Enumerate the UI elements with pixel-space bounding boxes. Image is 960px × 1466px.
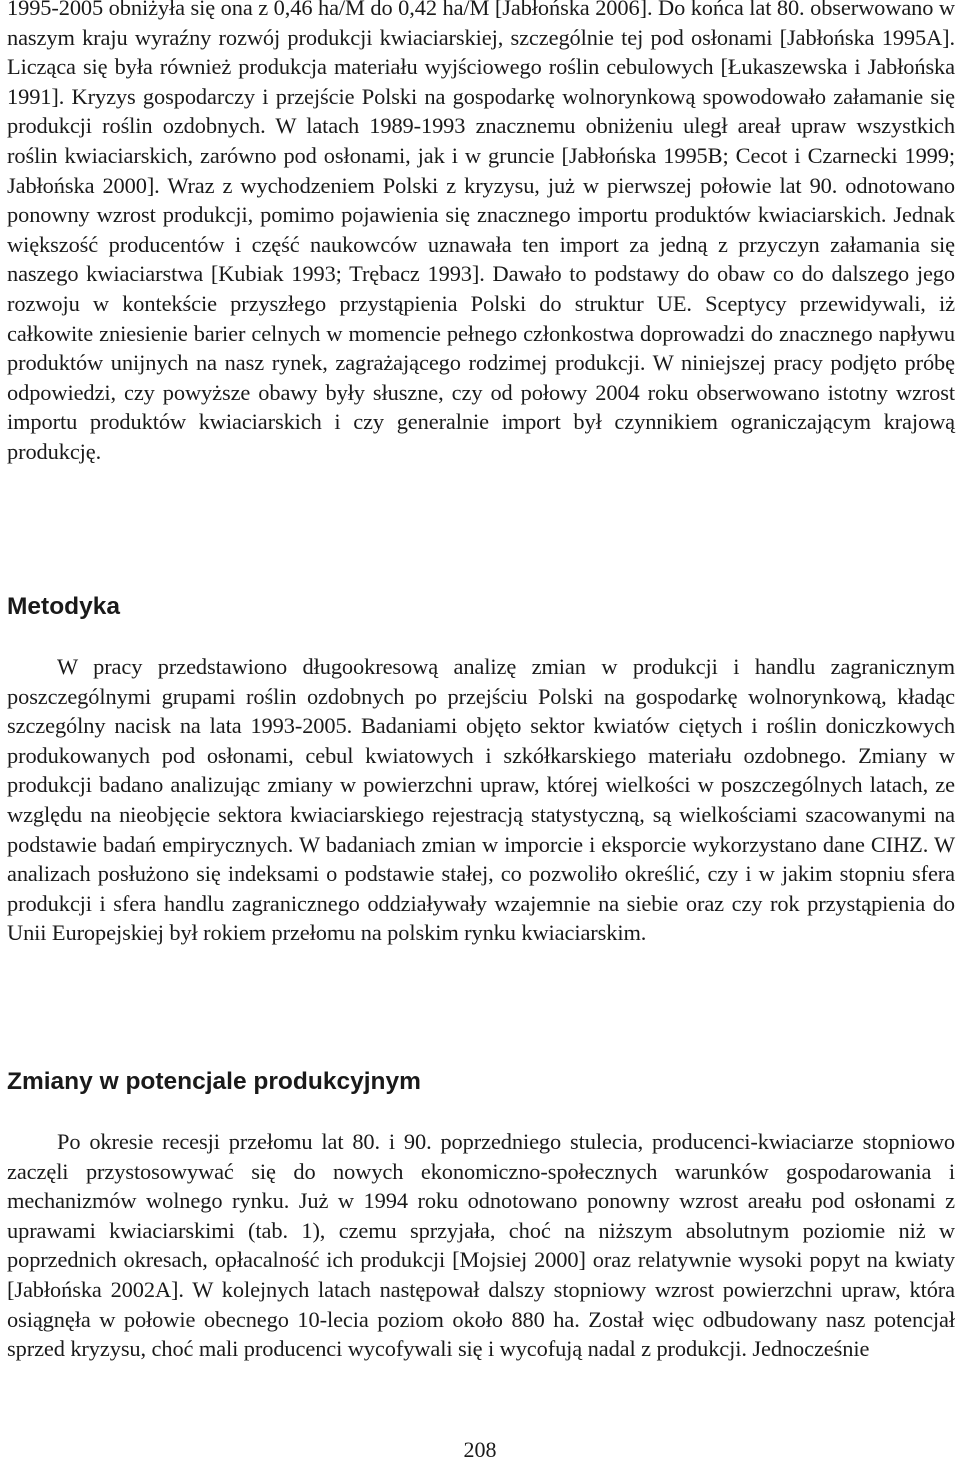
- page-number: 208: [463, 1437, 497, 1462]
- paragraph-methodology: W pracy przedstawiono długookresową analizę zmian w produkcji i handlu zagranicznym poszczególnymi grupami roślin ozdobnych po przejściu Polski na gospodarkę wolnorynkową, kładąc szczególny nacisk na lata 1993-2005. Badaniami objęto sektor kwiatów ciętych i roślin doniczkowych produkowanych pod osłonami, cebul kwiatowych i szkółkarskiego materiału ozdobnego. Zmiany w produkcji badano analizując zmiany w powierzchni upraw, której wielkości w poszczególnych latach, ze względu na nieobjęcie sektora kwiaciarskiego rejestracją statystyczną, są wielkościami szacowanymi na podstawie badań empirycznych. W badaniach zmian w imporcie i eksporcie wykorzystano dane CIHZ. W analizach posłużono się indeksami o podstawie stałej, co pozwoliło określić, czy i w jakim stopniu sfera produkcji i sfera handlu zagranicznego oddziaływały wzajemnie na siebie oraz czy rok przystąpienia do Unii Europejskiej był rokiem przełomu na polskim rynku kwiaciarskim.: [7, 654, 955, 946]
- section-heading-methodology: Metodyka: [7, 593, 121, 620]
- paragraph-intro: 1995-2005 obniżyła się ona z 0,46 ha/M do 0,42 ha/M [Jabłońska 2006]. Do końca lat 80. obserwowano w naszym kraju wyraźny rozwój produkcji kwiaciarskiej, szczególnie tej pod osłonami [Jabłońska 1995A]. Licząca się była również produkcja materiału wyjściowego roślin cebulowych [Łukaszewska i Jabłońska 1991]. Kryzys gospodarczy i przejście Polski na gospodarkę wolnorynkową spowodowało załamanie się produkcji roślin ozdobnych. W latach 1989-1993 znacznemu obniżeniu uległ areał upraw wszystkich roślin kwiaciarskich, zarówno pod osłonami, jak i w gruncie [Jabłońska 1995B; Cecot i Czarnecki 1999; Jabłońska 2000]. Wraz z wychodzeniem Polski z kryzysu, już w pierwszej połowie lat 90. odnotowano ponowny wzrost produkcji, pomimo pojawienia się znacznego importu produktów kwiaciarskich. Jednak większość producentów i część naukowców uznawała ten import za jedną z przyczyn załamania się naszego kwiaciarstwa [Kubiak 1993; Trębacz 1993]. Dawało to podstawy do obaw co do dalszego jego rozwoju w kontekście przyszłego przystąpienia Polski do struktur UE. Sceptycy przewidywali, iż całkowite zniesienie barier celnych w momencie pełnego członkostwa doprowadzi do znacznego napływu produktów unijnych na nasz rynek, zagrażającego rodzimej produkcji. W niniejszej pracy podjęto próbę odpowiedzi, czy powyższe obawy były słuszne, czy od połowy 2004 roku obserwowano istotny wzrost importu produktów kwiaciarskich i czy generalnie import był czynnikiem ograniczającym krajową produkcję.: [7, 0, 955, 464]
- section-heading-production-potential: Zmiany w potencjale produkcyjnym: [7, 1068, 421, 1095]
- paragraph-production-potential: Po okresie recesji przełomu lat 80. i 90. poprzedniego stulecia, producenci-kwiaciarze stopniowo zaczęli przystosowywać się do nowych ekonomiczno-społecznych warunków gospodarowania i mechanizmów wolnego rynku. Już w 1994 roku odnotowano ponowny wzrost areału pod osłonami z uprawami kwiaciarskimi (tab. 1), czemu sprzyjała, choć na niższym absolutnym poziomie niż w poprzednich okresach, opłacalność ich produkcji [Mojsiej 2000] oraz relatywnie wysoki popyt na kwiaty [Jabłońska 2002A]. W kolejnych latach następował dalszy stopniowy wzrost powierzchni upraw, która osiągnęła w połowie obecnego 10-lecia poziom około 880 ha. Został więc odbudowany nasz potencjał sprzed kryzysu, choć mali producenci wycofywali się i wycofują nadal z produkcji. Jednocześnie: [7, 1129, 955, 1362]
